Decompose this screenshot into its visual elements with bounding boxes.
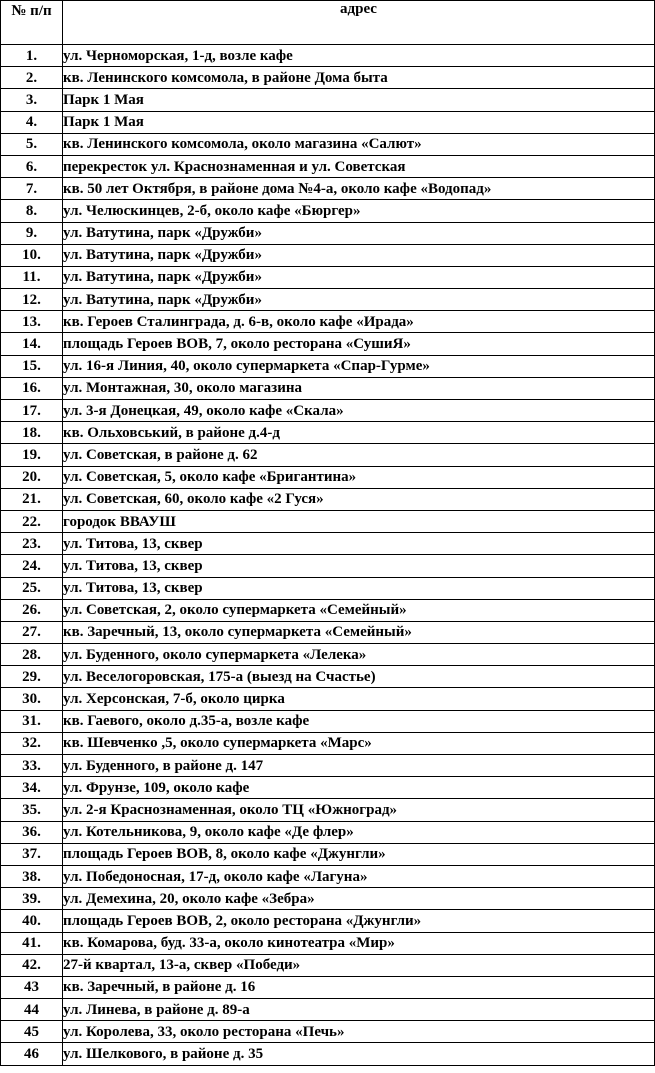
table-row: [1, 865, 655, 887]
table-row: [1, 755, 655, 777]
row-number: 3.: [1, 89, 63, 111]
row-address: кв. Шевченко ,5, около супермаркета «Марс»: [63, 732, 655, 754]
row-number: 38.: [1, 865, 63, 887]
row-address: ул. Ватутина, парк «Дружби»: [63, 222, 655, 244]
row-number: 43: [1, 976, 63, 998]
row-number: 35.: [1, 799, 63, 821]
table-row: [1, 621, 655, 643]
header-address: адрес: [63, 1, 655, 45]
row-number: 6.: [1, 155, 63, 177]
row-number: 46: [1, 1043, 63, 1065]
table-row: [1, 1021, 655, 1043]
row-address: кв. Ольховський, в районе д.4-д: [63, 422, 655, 444]
row-address: ул. Ватутина, парк «Дружби»: [63, 289, 655, 311]
row-number: 29.: [1, 666, 63, 688]
table-row: [1, 888, 655, 910]
table-row: [1, 89, 655, 111]
row-address: кв. Героев Сталинграда, д. 6-в, около кафе «Ирада»: [63, 311, 655, 333]
table-row: [1, 954, 655, 976]
row-number: 11.: [1, 266, 63, 288]
table-row: [1, 355, 655, 377]
table-row: [1, 244, 655, 266]
row-number: 21.: [1, 488, 63, 510]
row-address: площадь Героев ВОВ, 7, около ресторана «СушиЯ»: [63, 333, 655, 355]
row-number: 26.: [1, 599, 63, 621]
row-number: 2.: [1, 67, 63, 89]
row-number: 25.: [1, 577, 63, 599]
row-address: ул. Советская, 60, около кафе «2 Гуся»: [63, 488, 655, 510]
table-row: [1, 821, 655, 843]
row-address: площадь Героев ВОВ, 8, около кафе «Джунгли»: [63, 843, 655, 865]
row-number: 10.: [1, 244, 63, 266]
row-address: ул. Монтажная, 30, около магазина: [63, 377, 655, 399]
row-address: ул. Линева, в районе д. 89-а: [63, 999, 655, 1021]
table-row: [1, 843, 655, 865]
row-address: ул. Херсонская, 7-б, около цирка: [63, 688, 655, 710]
table-row: [1, 510, 655, 532]
table-row: [1, 111, 655, 133]
row-number: 34.: [1, 777, 63, 799]
table-row: [1, 666, 655, 688]
row-number: 18.: [1, 422, 63, 444]
table-row: [1, 400, 655, 422]
row-address: ул. Советская, в районе д. 62: [63, 444, 655, 466]
table-row: [1, 311, 655, 333]
table-row: [1, 644, 655, 666]
table-row: [1, 466, 655, 488]
row-address: ул. 2-я Краснознаменная, около ТЦ «Южноград»: [63, 799, 655, 821]
row-address: ул. Веселогоровская, 175-а (выезд на Счастье): [63, 666, 655, 688]
row-number: 31.: [1, 710, 63, 732]
row-address: ул. Советская, 5, около кафе «Бригантина»: [63, 466, 655, 488]
row-address: ул. Королева, 33, около ресторана «Печь»: [63, 1021, 655, 1043]
table-row: [1, 1043, 655, 1065]
row-number: 8.: [1, 200, 63, 222]
table-row: [1, 222, 655, 244]
row-address: 27-й квартал, 13-а, сквер «Победи»: [63, 954, 655, 976]
table-row: [1, 555, 655, 577]
row-address: ул. Победоносная, 17-д, около кафе «Лагуна»: [63, 865, 655, 887]
row-address: Парк 1 Мая: [63, 89, 655, 111]
row-address: кв. Комарова, буд. 33-а, около кинотеатра «Мир»: [63, 932, 655, 954]
row-number: 7.: [1, 178, 63, 200]
table-row: [1, 377, 655, 399]
row-number: 15.: [1, 355, 63, 377]
row-number: 44: [1, 999, 63, 1021]
row-address: ул. Титова, 13, сквер: [63, 533, 655, 555]
row-number: 9.: [1, 222, 63, 244]
row-address: кв. Ленинского комсомола, около магазина «Салют»: [63, 133, 655, 155]
row-number: 28.: [1, 644, 63, 666]
table-row: [1, 155, 655, 177]
row-address: ул. Ватутина, парк «Дружби»: [63, 244, 655, 266]
table-row: [1, 999, 655, 1021]
table-row: [1, 45, 655, 67]
row-number: 19.: [1, 444, 63, 466]
row-number: 13.: [1, 311, 63, 333]
table-row: [1, 133, 655, 155]
row-address: ул. 16-я Линия, 40, около супермаркета «Спар-Гурме»: [63, 355, 655, 377]
table-body: [1, 45, 655, 1066]
row-number: 12.: [1, 289, 63, 311]
table-row: [1, 200, 655, 222]
row-number: 27.: [1, 621, 63, 643]
row-address: ул. Ватутина, парк «Дружби»: [63, 266, 655, 288]
row-number: 40.: [1, 910, 63, 932]
table-row: [1, 710, 655, 732]
table-row: [1, 67, 655, 89]
row-address: городок ВВАУШ: [63, 510, 655, 532]
row-number: 24.: [1, 555, 63, 577]
row-address: кв. Заречный, в районе д. 16: [63, 976, 655, 998]
row-address: ул. Шелкового, в районе д. 35: [63, 1043, 655, 1065]
row-number: 45: [1, 1021, 63, 1043]
row-number: 1.: [1, 45, 63, 67]
row-number: 17.: [1, 400, 63, 422]
row-address: ул. Титова, 13, сквер: [63, 577, 655, 599]
table-row: [1, 577, 655, 599]
row-address: ул. Фрунзе, 109, около кафе: [63, 777, 655, 799]
table-row: [1, 333, 655, 355]
row-address: кв. Гаевого, около д.35-а, возле кафе: [63, 710, 655, 732]
row-number: 22.: [1, 510, 63, 532]
header-number: № п/п: [1, 1, 63, 45]
row-address: ул. Черноморская, 1-д, возле кафе: [63, 45, 655, 67]
table-row: [1, 289, 655, 311]
row-number: 30.: [1, 688, 63, 710]
table-header-row: [1, 1, 655, 45]
table-row: [1, 444, 655, 466]
table-row: [1, 488, 655, 510]
row-number: 5.: [1, 133, 63, 155]
row-number: 14.: [1, 333, 63, 355]
table-row: [1, 688, 655, 710]
table-row: [1, 799, 655, 821]
row-address: ул. 3-я Донецкая, 49, около кафе «Скала»: [63, 400, 655, 422]
row-address: ул. Челюскинцев, 2-б, около кафе «Бюргер»: [63, 200, 655, 222]
row-address: ул. Демехина, 20, около кафе «Зебра»: [63, 888, 655, 910]
table-row: [1, 178, 655, 200]
table-row: [1, 777, 655, 799]
table-row: [1, 599, 655, 621]
row-number: 32.: [1, 732, 63, 754]
row-address: ул. Титова, 13, сквер: [63, 555, 655, 577]
table-row: [1, 422, 655, 444]
row-number: 23.: [1, 533, 63, 555]
row-number: 33.: [1, 755, 63, 777]
row-number: 37.: [1, 843, 63, 865]
row-address: перекресток ул. Краснознаменная и ул. Советская: [63, 155, 655, 177]
row-number: 4.: [1, 111, 63, 133]
row-address: ул. Буденного, около супермаркета «Лелека»: [63, 644, 655, 666]
row-address: ул. Котельникова, 9, около кафе «Де флер»: [63, 821, 655, 843]
row-address: Парк 1 Мая: [63, 111, 655, 133]
table-row: [1, 932, 655, 954]
row-number: 41.: [1, 932, 63, 954]
table-row: [1, 732, 655, 754]
table-row: [1, 976, 655, 998]
row-number: 36.: [1, 821, 63, 843]
table-row: [1, 910, 655, 932]
row-address: ул. Советская, 2, около супермаркета «Семейный»: [63, 599, 655, 621]
row-address: кв. 50 лет Октября, в районе дома №4-а, около кафе «Водопад»: [63, 178, 655, 200]
table-row: [1, 266, 655, 288]
row-address: площадь Героев ВОВ, 2, около ресторана «Джунгли»: [63, 910, 655, 932]
row-number: 20.: [1, 466, 63, 488]
table-row: [1, 533, 655, 555]
row-number: 16.: [1, 377, 63, 399]
row-number: 42.: [1, 954, 63, 976]
row-address: ул. Буденного, в районе д. 147: [63, 755, 655, 777]
row-address: кв. Ленинского комсомола, в районе Дома быта: [63, 67, 655, 89]
row-address: кв. Заречный, 13, около супермаркета «Семейный»: [63, 621, 655, 643]
row-number: 39.: [1, 888, 63, 910]
